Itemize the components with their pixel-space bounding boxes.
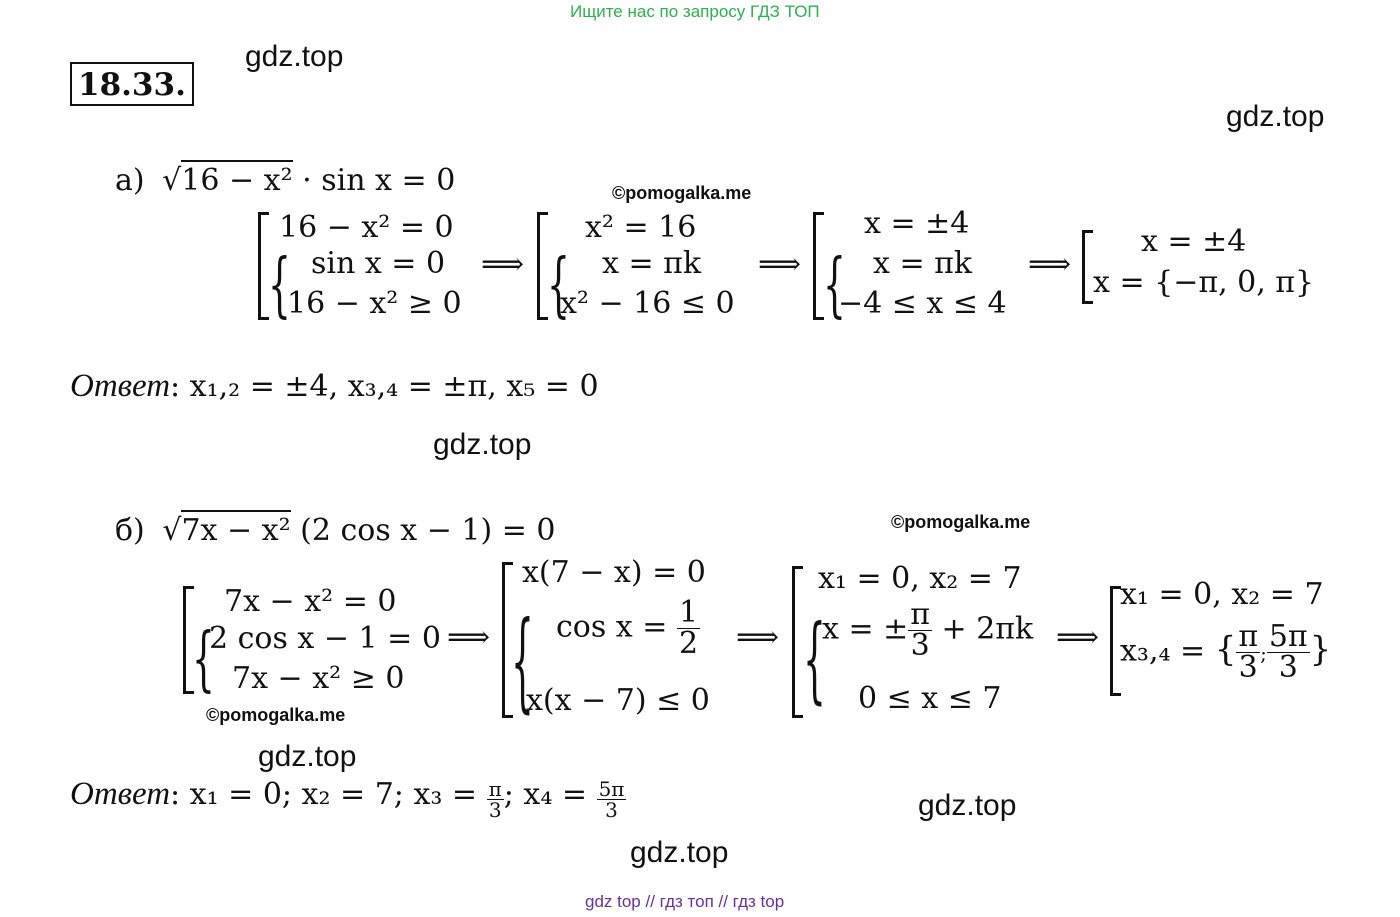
brace-close: } — [1309, 629, 1332, 670]
part-b-sys2-line3: x(x − 7) ≤ 0 — [526, 683, 710, 718]
part-a-sys1-line3: 16 − x² ≥ 0 — [287, 286, 462, 321]
watermark-gdz: gdz.top — [433, 428, 532, 461]
cos-text: cos x = — [556, 609, 677, 645]
fraction-numerator: 5π — [598, 777, 625, 801]
fraction-numerator: π — [910, 597, 930, 632]
part-a-sys2-line2: x = πk — [602, 246, 702, 281]
watermark-gdz: gdz.top — [918, 789, 1017, 822]
curly-brace: { — [803, 608, 826, 715]
top-banner: Ищите нас по запросу ГДЗ ТОП — [570, 2, 820, 21]
answer-word: Ответ — [70, 776, 171, 812]
implies-arrow: ⟹ — [1056, 620, 1100, 655]
answer-word: Ответ — [70, 368, 171, 404]
pm-text: x = ± — [822, 611, 909, 647]
separator: ; — [1260, 641, 1267, 666]
problem-number: 18.33. — [70, 62, 194, 106]
watermark-gdz: gdz.top — [1226, 100, 1325, 133]
part-a-sys1-line2: sin x = 0 — [311, 246, 446, 281]
fraction — [1267, 619, 1310, 685]
part-a-sys1-line1: 16 − x² = 0 — [279, 210, 454, 245]
part-b-sys2-line1: x(7 − x) = 0 — [522, 555, 706, 590]
fraction-numerator: 1 — [678, 595, 699, 630]
part-b-sys3-line3: 0 ≤ x ≤ 7 — [858, 681, 1002, 716]
part-b-label: б) — [115, 513, 145, 548]
part-b-answer — [70, 776, 626, 820]
sqrt-sign: √ — [162, 513, 182, 548]
implies-arrow: ⟹ — [447, 620, 491, 655]
curly-brace: { — [268, 246, 291, 326]
fraction-numerator: π — [1238, 619, 1259, 654]
part-a-sys4-line2: x = {−π, 0, π} — [1093, 265, 1315, 300]
sqrt-radicand: 7x − x² — [181, 510, 290, 548]
part-a-answer — [70, 368, 599, 406]
fraction — [908, 597, 932, 663]
watermark-copyright: ©pomogalka.me — [891, 512, 1031, 532]
fraction-numerator: π — [488, 777, 502, 801]
part-a-sys3-line3: −4 ≤ x ≤ 4 — [838, 286, 1007, 321]
part-b-sys4-line1: x₁ = 0, x₂ = 7 — [1120, 577, 1324, 612]
implies-arrow: ⟹ — [736, 620, 780, 655]
part-a-sys4-line1: x = ±4 — [1141, 224, 1247, 259]
sqrt-radicand: 16 − x² — [181, 160, 292, 198]
equation-rest: · sin x = 0 — [302, 163, 456, 198]
answer-text: : x₁,₂ = ±4, x₃,₄ = ±π, x₅ = 0 — [170, 369, 599, 404]
fraction-denominator: 3 — [910, 628, 930, 663]
part-a-sys3-line2: x = πk — [873, 246, 973, 281]
part-b-sys4-line2 — [1120, 619, 1332, 685]
fraction-numerator: 5π — [1268, 619, 1308, 654]
part-b-equation — [115, 512, 556, 550]
part-a-sys3-line1: x = ±4 — [864, 206, 970, 241]
part-b-sys1-line3: 7x − x² ≥ 0 — [232, 661, 405, 696]
part-b-sys1-line2: 2 cos x − 1 = 0 — [209, 621, 441, 656]
fraction — [1236, 619, 1260, 685]
brace-open: { — [1214, 629, 1237, 670]
part-b-sys3-line1: x₁ = 0, x₂ = 7 — [818, 561, 1022, 596]
fraction-denominator: 2 — [678, 626, 699, 661]
fraction — [487, 779, 504, 820]
period-text: + 2πk — [931, 611, 1034, 647]
watermark-gdz: gdz.top — [630, 836, 729, 869]
implies-arrow: ⟹ — [481, 247, 525, 282]
square-bracket — [792, 566, 803, 718]
fraction-denominator: 3 — [605, 798, 618, 822]
answer-text: ; x₄ = — [503, 777, 597, 812]
implies-arrow: ⟹ — [1028, 247, 1072, 282]
curly-brace: { — [823, 246, 846, 326]
sqrt-sign: √ — [162, 163, 182, 198]
implies-arrow: ⟹ — [758, 247, 802, 282]
fraction — [677, 595, 700, 661]
curly-brace: { — [192, 620, 215, 700]
part-b-sys1-line1: 7x − x² = 0 — [224, 584, 397, 619]
watermark-gdz: gdz.top — [245, 40, 344, 73]
part-b-sys2-line2 — [556, 595, 700, 661]
curly-brace: { — [547, 246, 570, 326]
part-a-sys2-line3: x² − 16 ≤ 0 — [560, 286, 735, 321]
part-a-sys2-line1: x² = 16 — [585, 210, 697, 245]
answer-text: : x₁ = 0; x₂ = 7; x₃ = — [170, 777, 487, 812]
watermark-copyright: ©pomogalka.me — [612, 183, 752, 203]
equation-rest: (2 cos x − 1) = 0 — [300, 513, 556, 548]
square-bracket — [1082, 230, 1093, 304]
part-b-sys3-line2 — [822, 597, 1034, 663]
footer-links[interactable]: gdz top // гдз топ // гдз top — [585, 892, 785, 911]
part-a-label: а) — [115, 163, 145, 198]
part-a-equation — [115, 162, 455, 200]
fraction-denominator: 3 — [1238, 650, 1258, 685]
fraction-denominator: 3 — [1278, 650, 1298, 685]
fraction-denominator: 3 — [488, 798, 502, 822]
fraction — [597, 779, 627, 820]
curly-brace: { — [511, 602, 534, 725]
watermark-gdz: gdz.top — [258, 740, 357, 773]
x34-text: x₃,₄ = — [1120, 633, 1215, 669]
watermark-copyright: ©pomogalka.me — [206, 705, 346, 725]
